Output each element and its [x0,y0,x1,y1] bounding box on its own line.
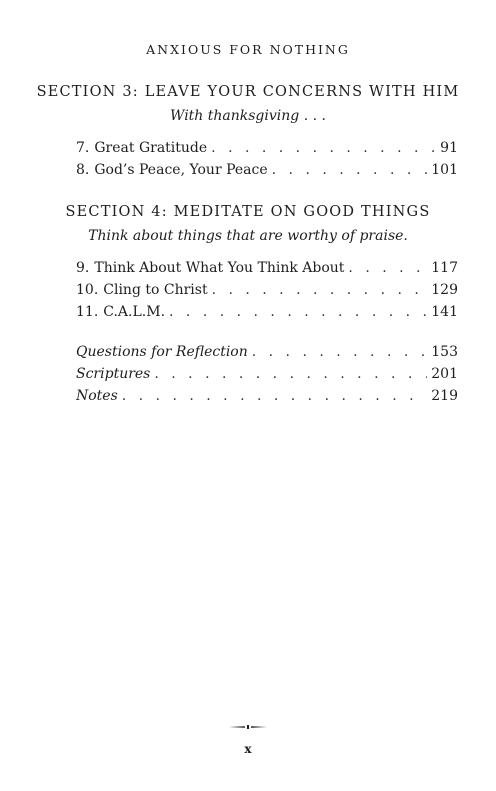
toc-entry-page: 201 [431,366,458,382]
toc-entry-title: Questions for Reflection [76,344,248,360]
dot-leader [252,344,428,360]
toc-entry-title: C.A.L.M. [103,304,166,320]
toc-entry-7[interactable] [76,140,458,156]
dot-leader [212,282,428,298]
toc-entry-9[interactable] [76,260,458,276]
dot-leader [154,366,427,382]
section-3-subtitle: With thanksgiving . . . [170,108,326,124]
toc-entry-page: 129 [431,282,458,298]
dot-leader [272,162,428,178]
toc-entry-page: 91 [440,140,458,156]
toc-entry-page: 153 [431,344,458,360]
toc-entry-scriptures[interactable] [76,366,458,382]
toc-entry-number: 8. [76,162,90,178]
dot-leader [169,304,427,320]
toc-entry-number: 10. [76,282,99,298]
toc-entry-number: 7. [76,140,90,156]
toc-entry-title: Great Gratitude [94,140,208,156]
toc-entry-number: 11. [76,304,99,320]
toc-entry-questions[interactable] [76,344,458,360]
section-4-subtitle: Think about things that are worthy of praise. [88,228,408,244]
running-head: ANXIOUS FOR NOTHING [146,42,350,57]
toc-entry-10[interactable] [76,282,458,298]
dot-leader [348,260,427,276]
toc-entry-number: 9. [76,260,90,276]
toc-entry-page: 141 [431,304,458,320]
toc-entry-title: Cling to Christ [103,282,208,298]
toc-entry-page: 117 [431,260,458,276]
toc-entry-title: Scriptures [76,366,151,382]
section-4-title: SECTION 4: MEDITATE ON GOOD THINGS [65,204,431,220]
toc-entry-page: 219 [431,388,458,404]
toc-entry-8[interactable] [76,162,458,178]
ornament-divider-icon [228,724,268,730]
toc-entry-title: Think About What You Think About [94,260,345,276]
toc-entry-notes[interactable] [76,388,458,404]
dot-leader [211,140,436,156]
toc-entry-11[interactable] [76,304,458,320]
toc-entry-title: God’s Peace, Your Peace [94,162,268,178]
dot-leader [122,388,427,404]
section-3-title: SECTION 3: LEAVE YOUR CONCERNS WITH HIM [36,84,460,100]
page-number: x [244,742,252,756]
toc-entry-title: Notes [76,388,118,404]
toc-entry-page: 101 [431,162,458,178]
